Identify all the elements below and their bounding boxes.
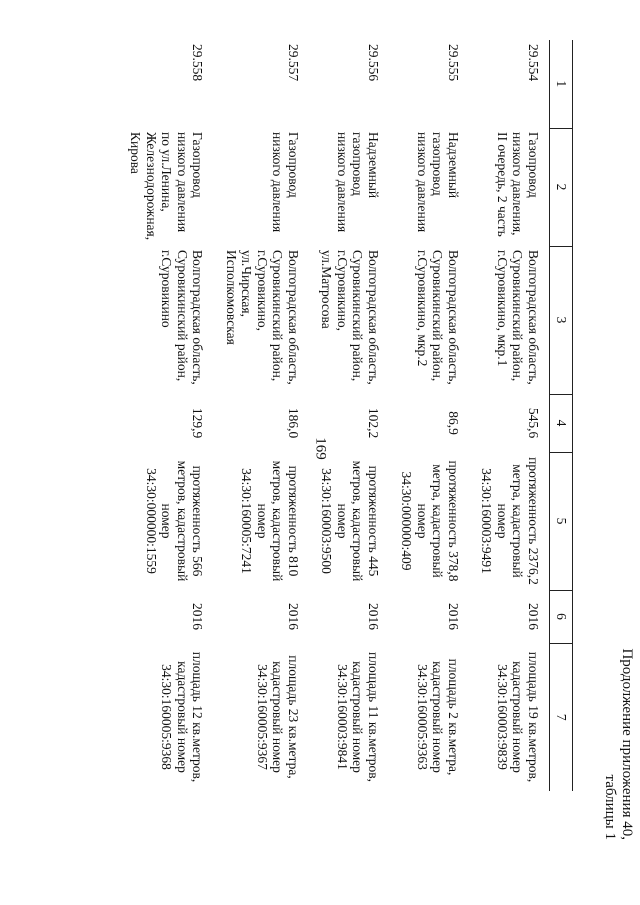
header-col-3: 3 [550, 246, 573, 394]
header-col-4: 4 [550, 394, 573, 452]
object-value: 186,0 [286, 407, 301, 439]
table-row [389, 40, 469, 791]
object-year: 2016 [446, 603, 461, 630]
table-caption [601, 540, 635, 840]
table-row [469, 40, 550, 791]
object-address: Волгоградская область, Суровикинский район, г.Суровикино, ул.Матросова [319, 250, 381, 385]
object-name: Газопровод низкого давления [270, 132, 301, 233]
object-value: 86,9 [446, 411, 461, 435]
table-row [214, 40, 310, 791]
header-col-6: 6 [550, 590, 573, 643]
object-description: протяженность 445 метров, кадастровый номер 34:30:160003:9500 [319, 460, 381, 582]
object-note: площадь 2 кв.метра, кадастровый номер 34:30:160005:9363 [415, 658, 461, 776]
object-name: Газопровод низкого давления по ул.Ленина, Железнодорожная, Кирова [128, 132, 206, 241]
row-number: 29.555 [446, 44, 461, 82]
object-address: Волгоградская область, Суровикинский район, г.Суровикино [159, 250, 206, 385]
object-description: протяженность 810 метров, кадастровый номер 34:30:160005:7241 [239, 460, 301, 582]
row-number: 29.558 [190, 44, 206, 82]
object-note: площадь 23 кв.метра, кадастровый номер 34:30:160005:9367 [255, 655, 301, 779]
object-year: 2016 [366, 603, 381, 630]
object-address: Волгоградская область, Суровикинский район, г.Суровикино, ул.Чирская, Исполкомовская [224, 250, 301, 385]
object-year: 2016 [286, 603, 301, 630]
object-note: площадь 12 кв.метров, кадастровый номер 34:30:160005:9368 [159, 651, 206, 783]
object-year: 2016 [526, 603, 541, 630]
table-row [309, 40, 389, 791]
object-name: Надземный газопровод низкого давления [335, 132, 381, 233]
object-value: 545,6 [526, 407, 541, 439]
caption-line-1: Продолжение приложения 40, [619, 648, 635, 840]
rotated-content [115, 40, 635, 840]
object-value: 102,2 [366, 407, 381, 439]
object-description: протяженность 566 метров, кадастровый номер 34:30:000000:1559 [144, 460, 206, 582]
object-address: Волгоградская область, Суровикинский район, г.Суровикино, мкр.2 [415, 250, 461, 385]
object-note: площадь 19 кв.метров, кадастровый номер 34:30:160003:9839 [495, 651, 541, 783]
object-description: протяженность 378,8 метра, кадастровый номер 34:30:000000:409 [399, 460, 461, 582]
row-number: 29.554 [526, 44, 541, 82]
object-note: площадь 11 кв.метров, кадастровый номер 34:30:160003:9841 [335, 651, 381, 783]
object-name: Надземный газопровод низкого давления [415, 132, 461, 233]
data-table [118, 40, 573, 791]
header-row [550, 40, 573, 791]
caption-line-2: таблицы 1 [602, 774, 618, 840]
row-number: 29.556 [366, 44, 381, 82]
object-name: Газопровод низкого давления, II очередь, 2 часть [495, 132, 541, 237]
page-number: 169 [312, 437, 329, 460]
header-col-5: 5 [550, 452, 573, 590]
header-col-1: 1 [550, 40, 573, 128]
object-year: 2016 [190, 603, 206, 630]
table-row [118, 40, 214, 791]
header-col-2: 2 [550, 128, 573, 246]
object-description: протяженность 2376,2 метра, кадастровый номер 34:30:160003:9491 [479, 457, 541, 585]
object-address: Волгоградская область, Суровикинский район, г.Суровикино, мкр.1 [495, 250, 541, 385]
row-number: 29.557 [286, 44, 301, 82]
header-col-7: 7 [550, 643, 573, 791]
object-value: 129,9 [190, 407, 206, 439]
